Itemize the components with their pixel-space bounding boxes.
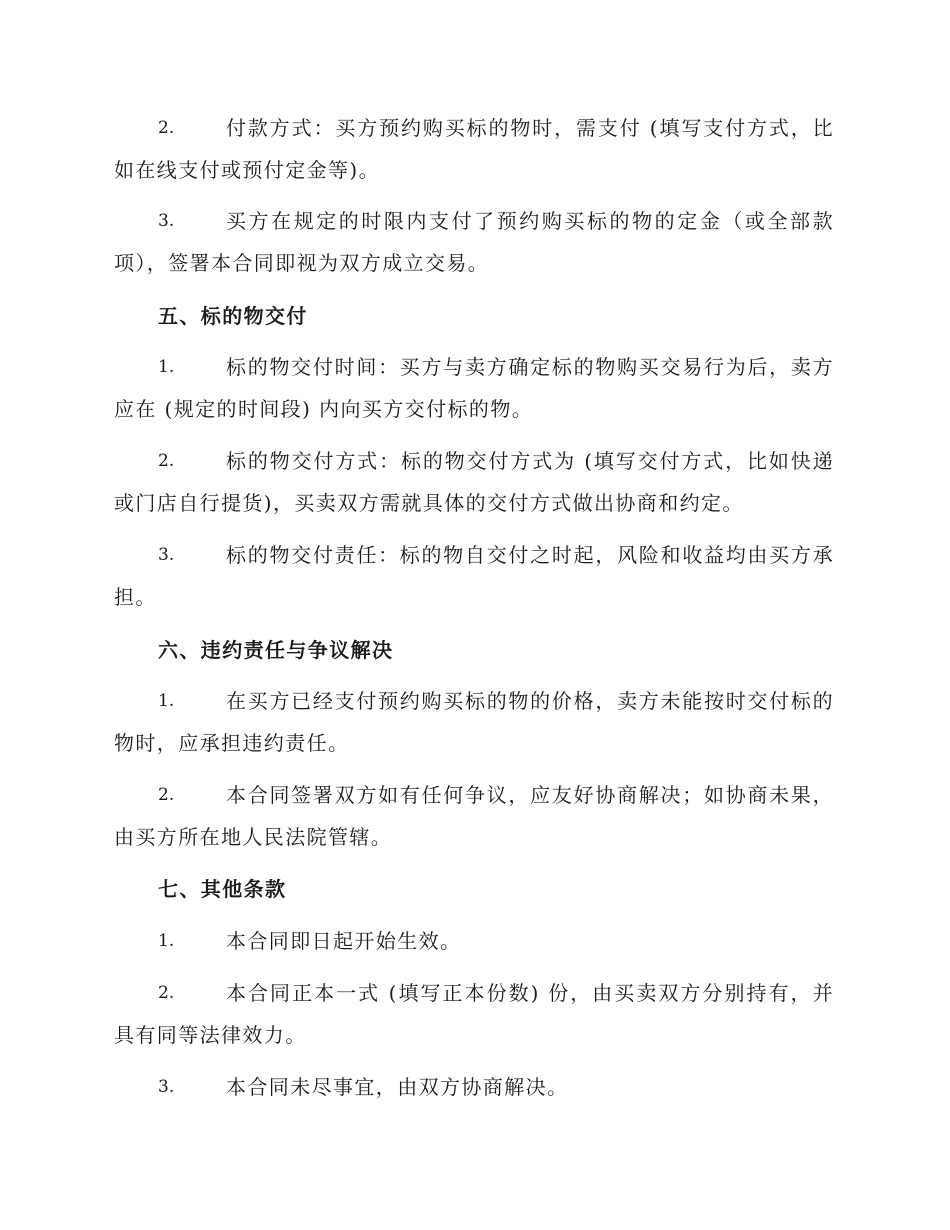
clause-number: 3. [158,545,175,565]
clause-number: 1. [158,691,175,711]
clause-number: 2. [158,118,175,138]
clause-text: 买方在规定的时限内支付了预约购买标的物的定金（或全部款项），签署本合同即视为双方成立交易。 [114,209,834,275]
clause-text: 在买方已经支付预约购买标的物的价格，卖方未能按时交付标的物时，应承担违约责任。 [114,689,834,755]
clause-number: 2. [158,785,175,805]
clause-number: 1. [158,931,175,951]
clause-payment-method [114,107,834,191]
clause-delivery-method [114,440,834,524]
clause-unresolved-matters [114,1066,834,1108]
clause-delivery-responsibility [114,534,834,618]
clause-text: 标的物交付责任：标的物自交付之时起，风险和收益均由买方承担。 [114,543,834,609]
clause-number: 3. [158,211,175,231]
clause-text: 本合同即日起开始生效。 [226,929,462,953]
clause-number: 1. [158,357,175,377]
clause-text: 本合同未尽事宜，由双方协商解决。 [226,1075,569,1099]
clause-number: 3. [158,1077,175,1097]
clause-copies [114,972,834,1056]
clause-text: 本合同正本一式 (填写正本份数) 份，由买卖双方分别持有，并具有同等法律效力。 [114,981,834,1047]
clause-breach-liability [114,680,834,764]
clause-number: 2. [158,983,175,1003]
clause-dispute-resolution [114,774,834,858]
clause-text: 标的物交付时间：买方与卖方确定标的物购买交易行为后，卖方应在 (规定的时间段) 内向买方交付标的物。 [114,355,834,421]
clause-effective-date [114,920,834,962]
clause-delivery-time [114,346,834,430]
clause-number: 2. [158,451,175,471]
section-heading-breach: 六、违约责任与争议解决 [158,638,394,662]
section-heading-other: 七、其他条款 [158,877,287,901]
clause-text: 标的物交付方式：标的物交付方式为 (填写交付方式，比如快递或门店自行提货)，买卖双方需就具体的交付方式做出协商和约定。 [114,449,834,515]
section-heading-delivery: 五、标的物交付 [158,304,308,328]
clause-text: 付款方式：买方预约购买标的物时，需支付 (填写支付方式，比如在线支付或预付定金等)。 [114,116,834,182]
clause-deposit-transaction [114,200,834,284]
clause-text: 本合同签署双方如有任何争议，应友好协商解决；如协商未果，由买方所在地人民法院管辖。 [114,783,834,849]
